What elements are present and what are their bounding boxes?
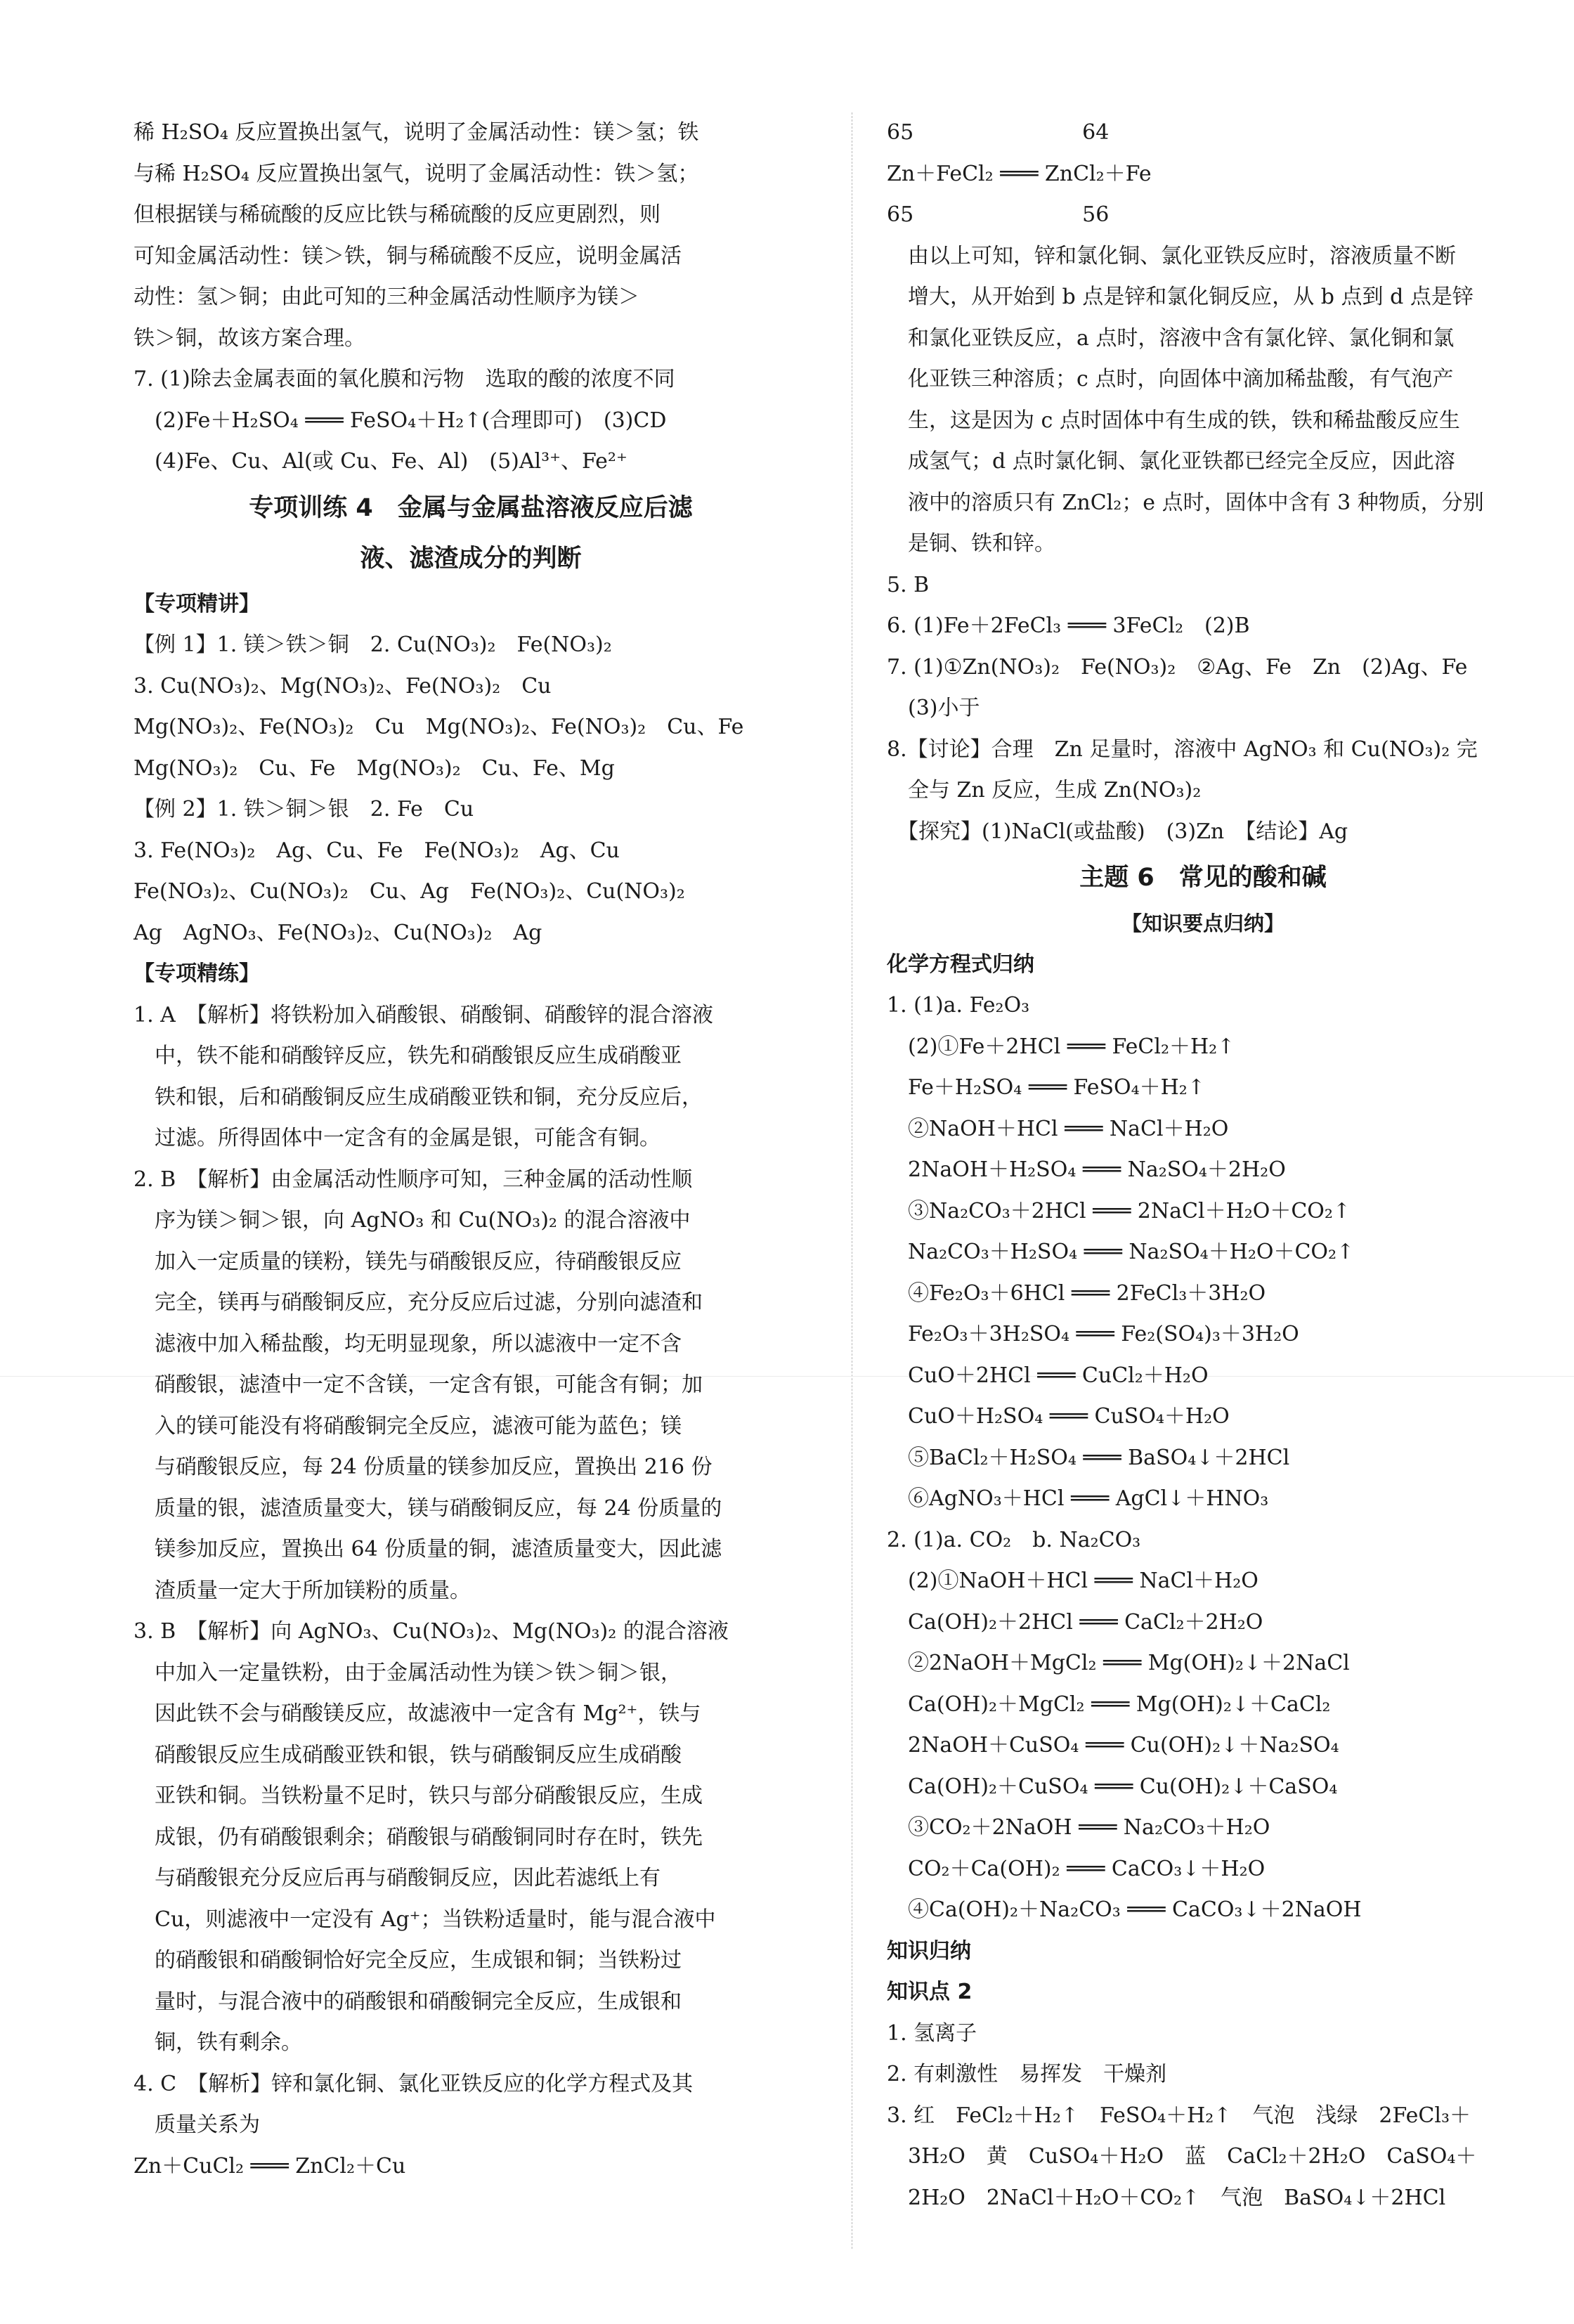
text-line: ⑥AgNO₃＋HCl ═══ AgCl↓＋HNO₃: [887, 1486, 1269, 1511]
text-line: ②2NaOH＋MgCl₂ ═══ Mg(OH)₂↓＋2NaCl: [887, 1651, 1350, 1675]
text-line: 2. (1)a. CO₂ b. Na₂CO₃: [887, 1527, 1141, 1552]
text-line: 铁和银，后和硝酸铜反应生成硝酸亚铁和铜，充分反应后，: [134, 1084, 703, 1110]
subsection-label: 化学方程式归纳: [887, 952, 1034, 977]
text-line: 渣质量一定大于所加镁粉的质量。: [134, 1578, 471, 1603]
text-line: Ag AgNO₃、Fe(NO₃)₂、Cu(NO₃)₂ Ag: [134, 920, 542, 945]
text-line: 2H₂O 2NaCl＋H₂O＋CO₂↑ 气泡 BaSO₄↓＋2HCl: [887, 2185, 1446, 2210]
text-line: 化亚铁三种溶质；c 点时，向固体中滴加稀盐酸，有气泡产: [887, 367, 1454, 391]
text-line: ②NaOH＋HCl ═══ NaCl＋H₂O: [887, 1116, 1229, 1141]
right-column: [887, 112, 1519, 2219]
subsection-label: 知识点 2: [887, 1980, 973, 2004]
text-line: 镁参加反应，置换出 64 份质量的铜，滤渣质量变大，因此滤: [134, 1537, 722, 1562]
text-line: (2)①Fe＋2HCl ═══ FeCl₂＋H₂↑: [887, 1034, 1235, 1059]
text-line: 过滤。所得固体中一定含有的金属是银，可能含有铜。: [134, 1126, 661, 1150]
text-line: Ca(OH)₂＋CuSO₄ ═══ Cu(OH)₂↓＋CaSO₄: [887, 1774, 1338, 1799]
text-line: 入的镁可能没有将硝酸铜完全反应，滤液可能为蓝色；镁: [134, 1413, 682, 1439]
text-line: 5. B: [887, 572, 930, 597]
text-line: (4)Fe、Cu、Al(或 Cu、Fe、Al) (5)Al³⁺、Fe²⁺: [134, 449, 627, 474]
text-line: 硝酸银反应生成硝酸亚铁和银，铁与硝酸铜反应生成硝酸: [134, 1742, 682, 1767]
text-line: 动性：氢＞铜；由此可知的三种金属活动性顺序为镁＞: [134, 285, 639, 309]
text-line: 65 64: [887, 120, 1110, 145]
text-line: 的硝酸银和硝酸铜恰好完全反应，生成银和铜；当铁粉过: [134, 1948, 682, 1973]
text-line: 生，这是因为 c 点时固体中有生成的铁，铁和稀盐酸反应生: [887, 408, 1460, 433]
text-line: 是铜、铁和锌。: [887, 531, 1055, 556]
text-line: 因此铁不会与硝酸镁反应，故滤液中一定含有 Mg²⁺，铁与: [134, 1701, 701, 1726]
text-line: 2NaOH＋H₂SO₄ ═══ Na₂SO₄＋2H₂O: [887, 1157, 1286, 1182]
text-line: 亚铁和铜。当铁粉量不足时，铁只与部分硝酸银反应，生成: [134, 1784, 703, 1808]
text-line: Na₂CO₃＋H₂SO₄ ═══ Na₂SO₄＋H₂O＋CO₂↑: [887, 1240, 1355, 1264]
left-column: [134, 112, 808, 2187]
text-line: ④Fe₂O₃＋6HCl ═══ 2FeCl₃＋3H₂O: [887, 1280, 1266, 1306]
text-line: Mg(NO₃)₂ Cu、Fe Mg(NO₃)₂ Cu、Fe、Mg: [134, 755, 615, 781]
text-line: (2)①NaOH＋HCl ═══ NaCl＋H₂O: [887, 1569, 1258, 1593]
text-line: 质量的银，滤渣质量变大，镁与硝酸铜反应，每 24 份质量的: [134, 1495, 722, 1521]
text-line: 65 56: [887, 202, 1110, 227]
text-line: 3. Cu(NO₃)₂、Mg(NO₃)₂、Fe(NO₃)₂ Cu: [134, 673, 552, 699]
subsection-label: 【专项精讲】: [134, 591, 260, 616]
text-line: 铁＞铜，故该方案合理。: [134, 325, 365, 351]
subsection-label: 【专项精练】: [134, 961, 260, 986]
text-line: ⑤BaCl₂＋H₂SO₄ ═══ BaSO₄↓＋2HCl: [887, 1445, 1290, 1470]
text-line: Cu，则滤液中一定没有 Ag⁺；当铁粉适量时，能与混合液中: [134, 1907, 716, 1932]
text-line: 液中的溶质只有 ZnCl₂；e 点时，固体中含有 3 种物质，分别: [887, 490, 1484, 515]
text-line: 量时，与混合液中的硝酸银和硝酸铜完全反应，生成银和: [134, 1989, 682, 2014]
text-line: Ca(OH)₂＋MgCl₂ ═══ Mg(OH)₂↓＋CaCl₂: [887, 1692, 1331, 1717]
text-line: 3. 红 FeCl₂＋H₂↑ FeSO₄＋H₂↑ 气泡 浅绿 2FeCl₃＋: [887, 2103, 1471, 2128]
text-line: Fe＋H₂SO₄ ═══ FeSO₄＋H₂↑: [887, 1075, 1205, 1100]
text-line: 【探究】(1)NaCl(或盐酸) (3)Zn 【结论】Ag: [887, 819, 1348, 844]
text-line: Fe₂O₃＋3H₂SO₄ ═══ Fe₂(SO₄)₃＋3H₂O: [887, 1322, 1299, 1346]
text-line: Zn＋CuCl₂ ═══ ZnCl₂＋Cu: [134, 2153, 406, 2179]
text-line: 6. (1)Fe＋2FeCl₃ ═══ 3FeCl₂ (2)B: [887, 614, 1250, 638]
text-line: Mg(NO₃)₂、Fe(NO₃)₂ Cu Mg(NO₃)₂、Fe(NO₃)₂ Cu、Fe: [134, 715, 744, 739]
text-line: 7. (1)①Zn(NO₃)₂ Fe(NO₃)₂ ②Ag、Fe Zn (2)Ag、Fe: [887, 654, 1468, 680]
text-line: Ca(OH)₂＋2HCl ═══ CaCl₂＋2H₂O: [887, 1609, 1263, 1635]
text-line: 3H₂O 黄 CuSO₄＋H₂O 蓝 CaCl₂＋2H₂O CaSO₄＋: [887, 2144, 1477, 2169]
text-line: 与硝酸银充分反应后再与硝酸铜反应，因此若滤纸上有: [134, 1866, 661, 1890]
text-line: 稀 H₂SO₄ 反应置换出氢气，说明了金属活动性：镁＞氢；铁: [134, 120, 699, 145]
text-line: 和氯化亚铁反应，a 点时，溶液中含有氯化锌、氯化铜和氯: [887, 325, 1455, 351]
text-line: 中加入一定量铁粉，由于金属活动性为镁＞铁＞铜＞银，: [134, 1660, 682, 1685]
section-heading: 液、滤渣成分的判断: [360, 544, 582, 573]
text-line: 可知金属活动性：镁＞铁，铜与稀硫酸不反应，说明金属活: [134, 243, 682, 268]
text-line: 硝酸银，滤渣中一定不含镁，一定含有银，可能含有铜；加: [134, 1372, 703, 1397]
section-heading: 主题 6 常见的酸和碱: [1079, 864, 1327, 892]
text-line: 成氢气；d 点时氯化铜、氯化亚铁都已经完全反应，因此溶: [887, 449, 1455, 474]
text-line: ③CO₂＋2NaOH ═══ Na₂CO₃＋H₂O: [887, 1815, 1270, 1840]
text-line: 但根据镁与稀硫酸的反应比铁与稀硫酸的反应更剧烈，则: [134, 202, 661, 227]
centered-label: 【知识要点归纳】: [1121, 911, 1284, 935]
text-line: 【例 1】1. 镁＞铁＞铜 2. Cu(NO₃)₂ Fe(NO₃)₂: [134, 632, 612, 657]
text-line: CuO＋H₂SO₄ ═══ CuSO₄＋H₂O: [887, 1404, 1230, 1429]
text-line: 全与 Zn 反应，生成 Zn(NO₃)₂: [887, 778, 1202, 803]
text-line: 加入一定质量的镁粉，镁先与硝酸银反应，待硝酸银反应: [134, 1249, 682, 1274]
text-line: 成银，仍有硝酸银剩余；硝酸银与硝酸铜同时存在时，铁先: [134, 1824, 703, 1850]
text-line: 1. A 【解析】将铁粉加入硝酸银、硝酸铜、硝酸锌的混合溶液: [134, 1002, 713, 1027]
text-line: CuO＋2HCl ═══ CuCl₂＋H₂O: [887, 1363, 1209, 1388]
text-line: Fe(NO₃)₂、Cu(NO₃)₂ Cu、Ag Fe(NO₃)₂、Cu(NO₃)₂: [134, 879, 685, 904]
text-line: 7. (1)除去金属表面的氧化膜和污物 选取的酸的浓度不同: [134, 367, 675, 391]
text-line: 增大，从开始到 b 点是锌和氯化铜反应，从 b 点到 d 点是锌: [887, 285, 1474, 309]
text-line: (3)小于: [887, 696, 980, 720]
text-line: CO₂＋Ca(OH)₂ ═══ CaCO₃↓＋H₂O: [887, 1856, 1266, 1881]
text-line: 3. Fe(NO₃)₂ Ag、Cu、Fe Fe(NO₃)₂ Ag、Cu: [134, 838, 620, 863]
text-line: 铜，铁有剩余。: [134, 2030, 302, 2055]
text-line: 中，铁不能和硝酸锌反应，铁先和硝酸银反应生成硝酸亚: [134, 1044, 682, 1068]
text-line: 由以上可知，锌和氯化铜、氯化亚铁反应时，溶液质量不断: [887, 243, 1456, 268]
text-line: 与硝酸银反应，每 24 份质量的镁参加反应，置换出 216 份: [134, 1455, 713, 1479]
section-heading: 专项训练 4 金属与金属盐溶液反应后滤: [249, 493, 693, 522]
text-line: ④Ca(OH)₂＋Na₂CO₃ ═══ CaCO₃↓＋2NaOH: [887, 1897, 1362, 1922]
text-line: 8.【讨论】合理 Zn 足量时，溶液中 AgNO₃ 和 Cu(NO₃)₂ 完: [887, 736, 1478, 762]
text-line: 2. B 【解析】由金属活动性顺序可知，三种金属的活动性顺: [134, 1167, 693, 1192]
text-line: 序为镁＞铜＞银，向 AgNO₃ 和 Cu(NO₃)₂ 的混合溶液中: [134, 1208, 691, 1233]
text-line: ③Na₂CO₃＋2HCl ═══ 2NaCl＋H₂O＋CO₂↑: [887, 1198, 1351, 1223]
subsection-label: 知识归纳: [887, 1938, 971, 1963]
text-line: 质量关系为: [134, 2112, 260, 2137]
text-line: (2)Fe＋H₂SO₄ ═══ FeSO₄＋H₂↑(合理即可) (3)CD: [134, 408, 667, 433]
text-line: 1. 氢离子: [887, 2020, 977, 2046]
text-line: 【例 2】1. 铁＞铜＞银 2. Fe Cu: [134, 797, 474, 822]
text-line: 4. C 【解析】锌和氯化铜、氯化亚铁反应的化学方程式及其: [134, 2071, 694, 2096]
text-line: Zn＋FeCl₂ ═══ ZnCl₂＋Fe: [887, 161, 1152, 186]
text-line: 2. 有刺激性 易挥发 干燥剂: [887, 2062, 1167, 2086]
text-line: 1. (1)a. Fe₂O₃: [887, 993, 1030, 1018]
text-line: 3. B 【解析】向 AgNO₃、Cu(NO₃)₂、Mg(NO₃)₂ 的混合溶液: [134, 1619, 729, 1644]
text-line: 完全，镁再与硝酸铜反应，充分反应后过滤，分别向滤渣和: [134, 1290, 703, 1315]
text-line: 与稀 H₂SO₄ 反应置换出氢气，说明了金属活动性：铁＞氢；: [134, 161, 699, 186]
text-line: 2NaOH＋CuSO₄ ═══ Cu(OH)₂↓＋Na₂SO₄: [887, 1733, 1339, 1758]
text-line: 滤液中加入稀盐酸，均无明显现象，所以滤液中一定不含: [134, 1331, 682, 1356]
